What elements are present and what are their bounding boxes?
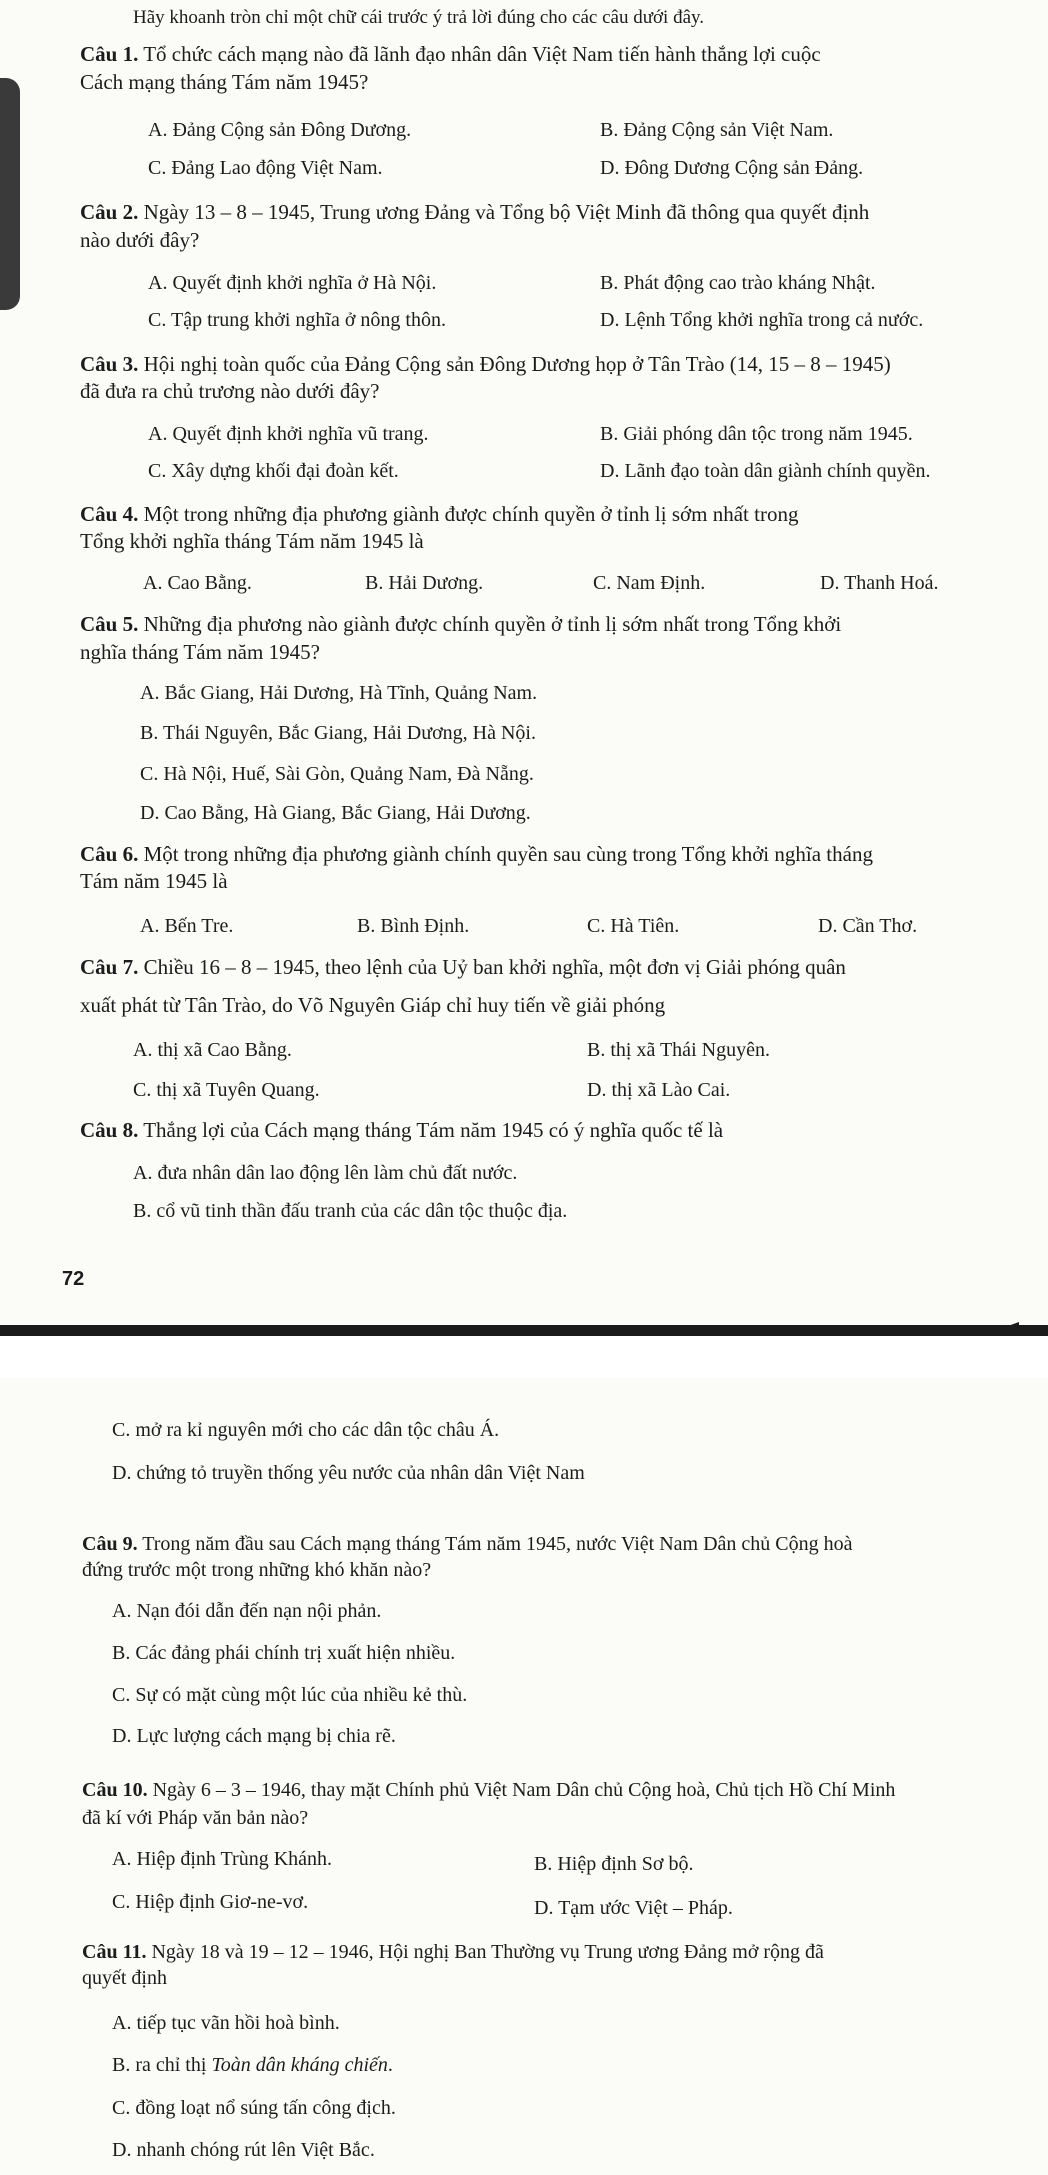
q4-text: Một trong những địa phương giành được chính quyền ở tỉnh lị sớm nhất trong (138, 502, 799, 526)
q6-option-c[interactable]: C. Hà Tiên. (587, 915, 680, 937)
q11-text-cont: quyết định (82, 1967, 167, 1989)
q3-option-a[interactable]: A. Quyết định khởi nghĩa vũ trang. (148, 423, 429, 445)
q11-option-a[interactable]: A. tiếp tục vãn hồi hoà bình. (112, 2012, 340, 2034)
q7-text: Chiều 16 – 8 – 1945, theo lệnh của Uỷ ban khởi nghĩa, một đơn vị Giải phóng quân (138, 955, 846, 979)
q7-option-c[interactable]: C. thị xã Tuyên Quang. (133, 1079, 320, 1101)
q3-text-cont: đã đưa ra chủ trương nào dưới đây? (80, 379, 380, 403)
q2-text-cont: nào dưới đây? (80, 228, 200, 252)
instruction: Hãy khoanh tròn chỉ một chữ cái trước ý trả lời đúng cho các câu dưới đây. (133, 7, 705, 28)
q8-option-a[interactable]: A. đưa nhân dân lao động lên làm chủ đất nước. (133, 1162, 518, 1184)
q11-num: Câu 11. (82, 1941, 147, 1963)
q9-text: Trong năm đầu sau Cách mạng tháng Tám năm 1945, nước Việt Nam Dân chủ Cộng hoà (137, 1533, 853, 1555)
q10-num: Câu 10. (82, 1779, 148, 1801)
q11-option-d[interactable]: D. nhanh chóng rút lên Việt Bắc. (112, 2139, 375, 2161)
q2-option-a[interactable]: A. Quyết định khởi nghĩa ở Hà Nội. (148, 272, 437, 294)
q3-option-b[interactable]: B. Giải phóng dân tộc trong năm 1945. (600, 423, 913, 445)
q5-option-a[interactable]: A. Bắc Giang, Hải Dương, Hà Tĩnh, Quảng Nam. (140, 682, 538, 704)
q7-num: Câu 7. (80, 955, 139, 979)
question-4 (80, 502, 798, 526)
q1-num: Câu 1. (80, 42, 139, 66)
q8-option-d[interactable]: D. chứng tỏ truyền thống yêu nước của nhân dân Việt Nam (112, 1462, 585, 1484)
q2-option-c[interactable]: C. Tập trung khởi nghĩa ở nông thôn. (148, 309, 446, 331)
q6-text-cont: Tám năm 1945 là (80, 869, 228, 893)
q3-num: Câu 3. (80, 352, 139, 376)
q11-option-c[interactable]: C. đồng loạt nổ súng tấn công địch. (112, 2097, 396, 2119)
question-3 (80, 352, 891, 376)
q1-option-d[interactable]: D. Đông Dương Cộng sản Đảng. (600, 157, 864, 179)
q4-option-c[interactable]: C. Nam Định. (593, 572, 706, 594)
question-2 (80, 200, 869, 224)
q5-option-d[interactable]: D. Cao Bằng, Hà Giang, Bắc Giang, Hải Dương. (140, 802, 531, 824)
question-5 (80, 612, 841, 636)
q11-option-b-suffix: . (387, 2054, 393, 2076)
q9-option-b[interactable]: B. Các đảng phái chính trị xuất hiện nhiều. (112, 1642, 456, 1664)
q7-option-a[interactable]: A. thị xã Cao Bằng. (133, 1039, 292, 1061)
q8-text: Thắng lợi của Cách mạng tháng Tám năm 1945 có ý nghĩa quốc tế là (138, 1118, 724, 1142)
q10-option-a[interactable]: A. Hiệp định Trùng Khánh. (112, 1848, 333, 1870)
q1-option-c[interactable]: C. Đảng Lao động Việt Nam. (148, 157, 383, 179)
question-9 (82, 1532, 853, 1556)
page-edge-mark (985, 1322, 1019, 1334)
q10-option-d[interactable]: D. Tạm ước Việt – Pháp. (534, 1897, 733, 1919)
q11-option-b-prefix: B. ra chỉ thị (112, 2054, 212, 2076)
q1-option-a[interactable]: A. Đảng Cộng sản Đông Dương. (148, 119, 412, 141)
q3-text: Hội nghị toàn quốc của Đảng Cộng sản Đông Dương họp ở Tân Trào (14, 15 – 8 – 1945) (138, 352, 891, 376)
side-tab (0, 78, 20, 310)
question-1 (80, 42, 821, 66)
q7-option-b[interactable]: B. thị xã Thái Nguyên. (587, 1039, 770, 1061)
q4-option-d[interactable]: D. Thanh Hoá. (820, 572, 939, 594)
q3-option-c[interactable]: C. Xây dựng khối đại đoàn kết. (148, 460, 399, 482)
q5-text-cont: nghĩa tháng Tám năm 1945? (80, 640, 320, 664)
q7-option-d[interactable]: D. thị xã Lào Cai. (587, 1079, 731, 1101)
q2-text: Ngày 13 – 8 – 1945, Trung ương Đảng và Tổng bộ Việt Minh đã thông qua quyết định (138, 200, 870, 224)
page-separator-white (0, 1336, 1048, 1378)
question-10 (82, 1778, 895, 1802)
q9-option-c[interactable]: C. Sự có mặt cùng một lúc của nhiều kẻ thù. (112, 1684, 468, 1706)
q2-num: Câu 2. (80, 200, 139, 224)
q5-option-b[interactable]: B. Thái Nguyên, Bắc Giang, Hải Dương, Hà Nội. (140, 722, 536, 744)
q9-option-a[interactable]: A. Nạn đói dẫn đến nạn nội phản. (112, 1600, 382, 1622)
question-8 (80, 1118, 723, 1142)
q11-option-b-italic: Toàn dân kháng chiến (211, 2054, 388, 2076)
q1-option-b[interactable]: B. Đảng Cộng sản Việt Nam. (600, 119, 834, 141)
q6-option-a[interactable]: A. Bến Tre. (140, 915, 234, 937)
q9-option-d[interactable]: D. Lực lượng cách mạng bị chia rẽ. (112, 1725, 396, 1747)
question-7 (80, 955, 846, 979)
q4-num: Câu 4. (80, 502, 139, 526)
q9-text-cont: đứng trước một trong những khó khăn nào? (82, 1559, 432, 1581)
page-number: 72 (62, 1268, 85, 1290)
q11-option-b[interactable] (112, 2053, 393, 2077)
q10-option-b[interactable]: B. Hiệp định Sơ bộ. (534, 1853, 694, 1875)
q4-option-a[interactable]: A. Cao Bằng. (143, 572, 252, 594)
q7-text-cont: xuất phát từ Tân Trào, do Võ Nguyên Giáp chỉ huy tiến về giải phóng (80, 993, 666, 1017)
q9-num: Câu 9. (82, 1533, 138, 1555)
q6-text: Một trong những địa phương giành chính quyền sau cùng trong Tổng khởi nghĩa tháng (138, 842, 873, 866)
question-6 (80, 842, 873, 866)
q10-text-cont: đã kí với Pháp văn bản nào? (82, 1807, 309, 1829)
q4-option-b[interactable]: B. Hải Dương. (365, 572, 484, 594)
q1-text: Tổ chức cách mạng nào đã lãnh đạo nhân dân Việt Nam tiến hành thắng lợi cuộc (138, 42, 821, 66)
q10-option-c[interactable]: C. Hiệp định Giơ-ne-vơ. (112, 1891, 309, 1913)
q5-num: Câu 5. (80, 612, 139, 636)
q2-option-d[interactable]: D. Lệnh Tổng khởi nghĩa trong cả nước. (600, 309, 924, 331)
q8-option-b[interactable]: B. cổ vũ tinh thần đấu tranh của các dân tộc thuộc địa. (133, 1200, 568, 1222)
q8-option-c[interactable]: C. mở ra kỉ nguyên mới cho các dân tộc châu Á. (112, 1419, 500, 1441)
question-11 (82, 1940, 824, 1964)
q5-option-c[interactable]: C. Hà Nội, Huế, Sài Gòn, Quảng Nam, Đà Nẵng. (140, 763, 534, 785)
q6-num: Câu 6. (80, 842, 139, 866)
q4-text-cont: Tổng khởi nghĩa tháng Tám năm 1945 là (80, 529, 424, 553)
q3-option-d[interactable]: D. Lãnh đạo toàn dân giành chính quyền. (600, 460, 931, 482)
q2-option-b[interactable]: B. Phát động cao trào kháng Nhật. (600, 272, 876, 294)
q6-option-b[interactable]: B. Bình Định. (357, 915, 470, 937)
q1-text-cont: Cách mạng tháng Tám năm 1945? (80, 70, 369, 94)
q5-text: Những địa phương nào giành được chính quyền ở tỉnh lị sớm nhất trong Tổng khởi (138, 612, 842, 636)
q6-option-d[interactable]: D. Cần Thơ. (818, 915, 918, 937)
q10-text: Ngày 6 – 3 – 1946, thay mặt Chính phủ Việt Nam Dân chủ Cộng hoà, Chủ tịch Hồ Chí Minh (147, 1779, 896, 1801)
q11-text: Ngày 18 và 19 – 12 – 1946, Hội nghị Ban Thường vụ Trung ương Đảng mở rộng đã (146, 1941, 824, 1963)
q8-num: Câu 8. (80, 1118, 139, 1142)
